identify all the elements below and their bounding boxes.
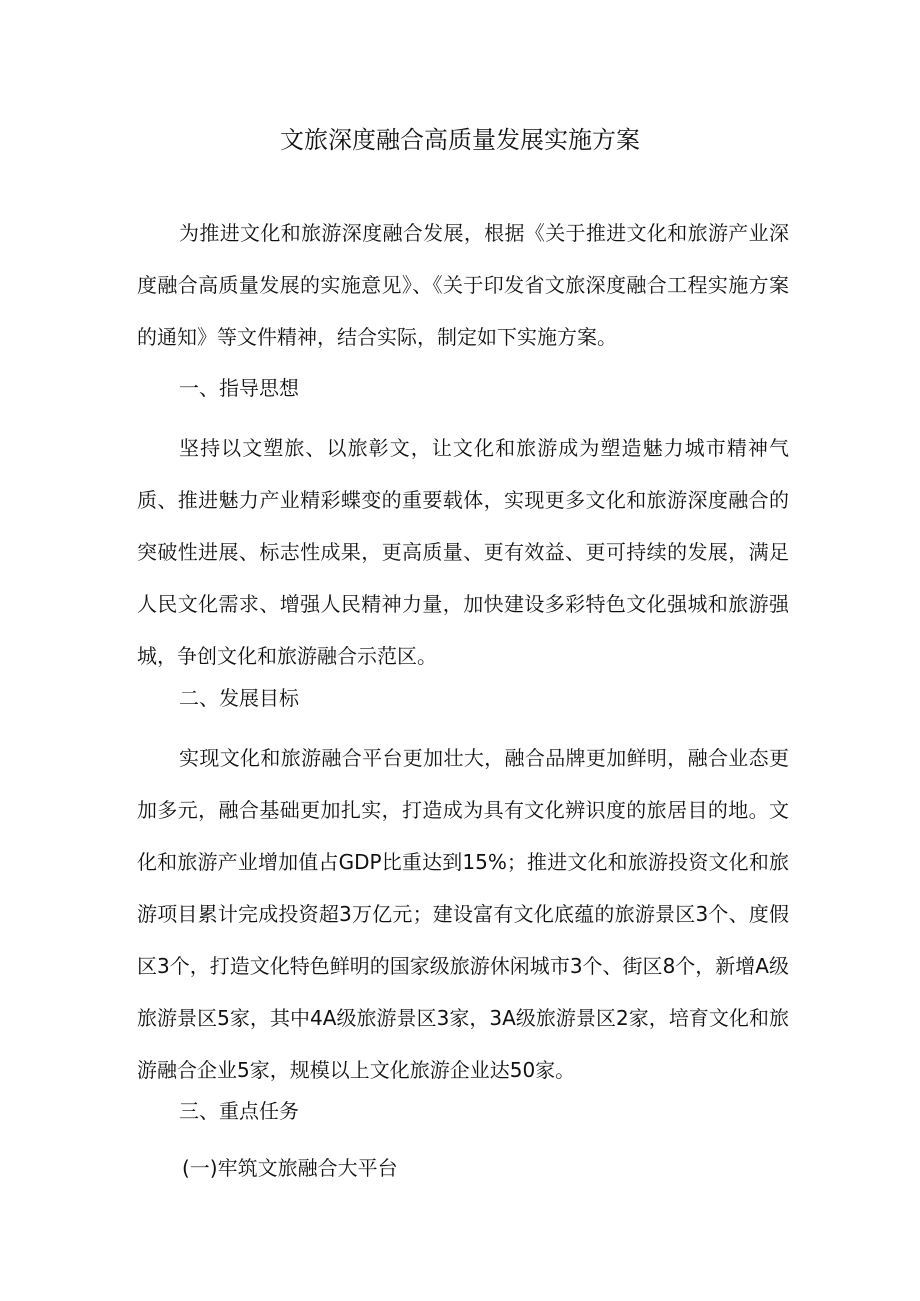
document-title: 文旅深度融合高质量发展实施方案 — [280, 126, 640, 154]
sub-heading-platform: (一)牢筑文旅融合大平台 — [182, 1156, 398, 1180]
intro-paragraph: 为推进文化和旅游深度融合发展，根据《关于推进文化和旅游产业深度融合高质量发展的实施意见》、《关于印发省文旅深度融合工程实施方案的通知》等文件精神，结合实际，制定如下实施方案。 — [137, 221, 789, 349]
section-heading-key-tasks: 三、重点任务 — [179, 1099, 299, 1123]
section-heading-development-goals: 二、发展目标 — [179, 686, 299, 710]
section-heading-guiding-ideology: 一、指导思想 — [179, 376, 299, 400]
section-body-development-goals: 实现文化和旅游融合平台更加壮大，融合品牌更加鲜明，融合业态更加多元，融合基础更加扎实，打造成为具有文化辨识度的旅居目的地。文化和旅游产业增加值占GDP比重达到15%；推进文化和旅游投资文化和旅游项目累计完成投资超3万亿元；建设富有文化底蕴的旅游景区3个、度假区3个，打造文化特色鲜明的国家级旅游休闲城市3个、街区8个，新增A级旅游景区5家，其中4A级旅游景区3家，3A级旅游景区2家，培育文化和旅游融合企业5家，规模以上文化旅游企业达50家。 — [137, 746, 789, 1082]
section-body-guiding-ideology: 坚持以文塑旅、以旅彰文，让文化和旅游成为塑造魅力城市精神气质、推进魅力产业精彩蝶变的重要载体，实现更多文化和旅游深度融合的突破性进展、标志性成果，更高质量、更有效益、更可持续的发展，满足人民文化需求、增强人民精神力量，加快建设多彩特色文化强城和旅游强城，争创文化和旅游融合示范区。 — [137, 436, 789, 668]
